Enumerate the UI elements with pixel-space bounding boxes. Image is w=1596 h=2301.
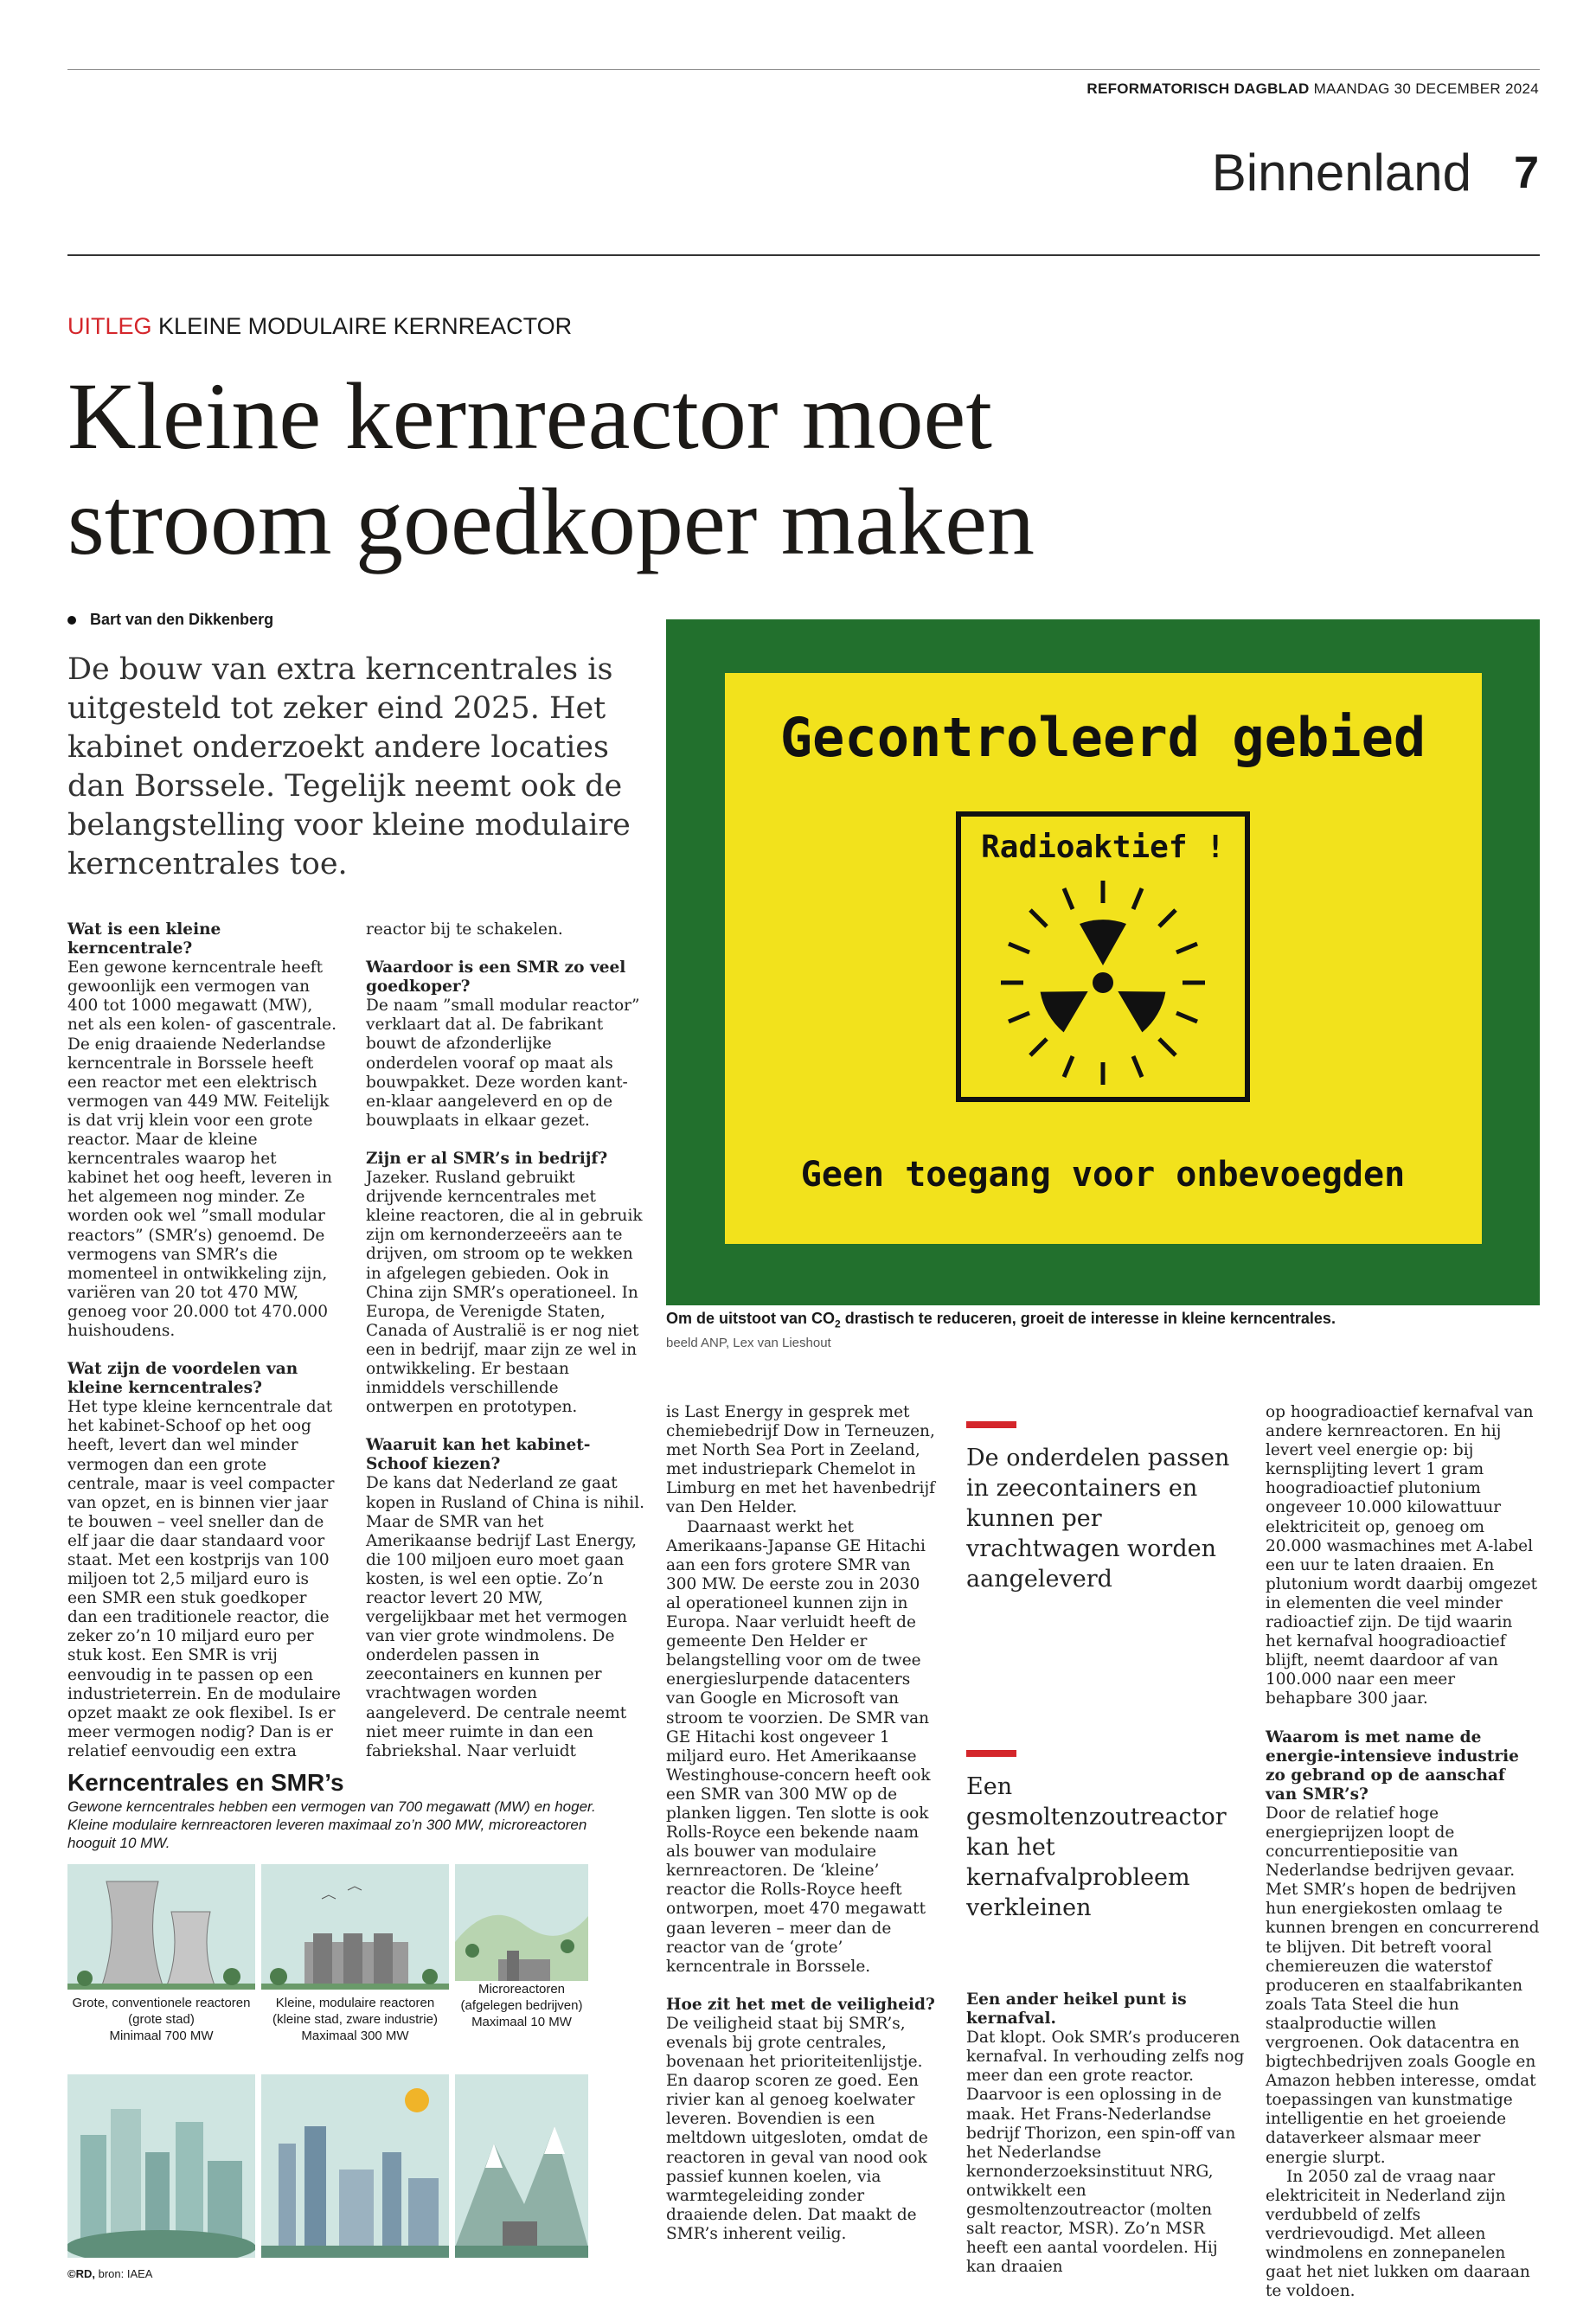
tile-label-large xyxy=(67,1995,255,2044)
answer: Dat klopt. Ook SMR’s produceren kernafval. In verhouding zelfs nog meer dan een grote reactor. Daarvoor is een oplossing in de maak. Het Frans-Nederlandse bedrijf Thorizon, een spin-off van het Nederlandse kernonderzoeksinstituut NRG, ontwikkelt een gesmoltenzoutreactor (molten salt reactor, MSR). Zo’n MSR heeft een aantal voordelen. Hij kan draaien xyxy=(966,2029,1245,2277)
answer: op hoogradioactief kernafval van andere kernreactoren. En hij levert veel energie op: bij kernsplijting levert 1 gram hoogradioactief plutonium ongeveer 10.000 kilowattuur elektriciteit op, genoeg om 20.000 wasmachines met A-label een uur te laten draaien. En plutonium wordt daarbij omgezet in elementen die veel minder radioactief zijn. De tijd waarin het kernafval hoogradioactief blijft, neemt daardoor af van 100.000 naar een meer behapbare 300 jaar. xyxy=(1266,1403,1538,1708)
tile-city xyxy=(67,2074,255,2258)
question: Waardoor is een SMR zo veel goedkoper? xyxy=(366,958,626,997)
intro-paragraph: De bouw van extra kerncentrales is uitgesteld tot zeker eind 2025. Het kabinet onderzoekt andere locaties dan Borssele. Tegelijk neemt ook de belangstelling voor kleine modulaire kerncentrales toe. xyxy=(67,652,631,881)
sign-title: Gecontroleerd gebied xyxy=(779,706,1426,769)
paper-name: REFORMATORISCH DAGBLAD xyxy=(1086,80,1310,97)
modular-reactor-icon xyxy=(261,1864,449,1990)
tile-label-line: Maximaal 300 MW xyxy=(301,2029,409,2043)
bullet-icon xyxy=(67,616,76,625)
question: Wat is een kleine kerncentrale? xyxy=(67,920,221,958)
tile-industry xyxy=(261,2074,449,2258)
byline xyxy=(67,611,273,629)
pullquote-2: Een gesmoltenzoutreactor kan het kernafvalprobleem verkleinen xyxy=(966,1773,1227,1921)
kicker xyxy=(67,313,572,340)
tile-microreactor xyxy=(455,1864,588,1990)
answer: In 2050 zal de vraag naar elektriciteit in Nederland zijn verdubbeld of zelfs verdrievoudigd. Met alleen windmolens en zonnepanelen gaat het niet lukken om daaraan te voldoen. xyxy=(1266,2167,1530,2301)
question: Waarom is met name de energie-intensieve industrie zo gebrand op de aanschaf van SMR’s? xyxy=(1266,1727,1519,1804)
tile-large-reactor xyxy=(67,1864,255,1990)
copyright: ©RD, xyxy=(67,2267,95,2280)
answer: De kans dat Nederland ze gaat kopen in Rusland of China is nihil. Maar de SMR van het Amerikaanse bedrijf Last Energy, die 100 miljoen euro moet gaan kosten, is wel een optie. Zo’n reactor levert 20 MW, vergelijkbaar met het vermogen van vier grote windmolens. De onderdelen passen in zeecontainers en kunnen per vrachtwagen worden aangeleverd. De centrale neemt niet meer ruimte in dan een fabriekshal. Naar verluidt xyxy=(366,1474,644,1760)
caption-text-end: drastisch te reduceren, groeit de interesse in kleine kerncentrales. xyxy=(840,1310,1336,1327)
microreactor-icon xyxy=(455,1864,588,1990)
cooling-tower-icon xyxy=(67,1864,255,1990)
answer: Een gewone kerncentrale heeft gewoonlijk een vermogen van 400 tot 1000 megawatt (MW), net als een kolen- of gascentrale. De enig draaiende Nederlandse kerncentrale in Borssele heeft een reactor met een elektrisch vermogen van 449 MW. Feitelijk is dat vrij klein voor een grote reactor. Maar de kleine kerncentrales waarop het kabinet het oog heeft, leveren in het algemeen nog minder. Ze worden ook wel ”small modular reactors” (SMR’s) genoemd. De vermogens van SMR’s die momenteel in ontwikkeling zijn, variëren van 20 tot 470 MW, genoeg voor 20.000 tot 470.000 huishoudens. xyxy=(67,958,337,1340)
infographic-title: Kerncentrales en SMR’s xyxy=(67,1769,344,1796)
top-rule xyxy=(67,69,1540,70)
tile-label-line: (grote stad) xyxy=(128,2012,195,2027)
page-number: 7 xyxy=(1514,148,1539,198)
answer: Door de relatief hoge energieprijzen loopt de concurrentiepositie van Nederlandse bedrijven gevaar. Met SMR’s hopen de bedrijven hun energiekosten omlaag te kunnen brengen en concurrerend te blijven. Dit betreft vooral chemiereuzen die waterstof produceren en staalfabrikanten zoals Tata Steel die hun staalproductie willen vergroenen. Ook datacentra en bigtechbedrijven zoals Google en Amazon hebben interesse, omdat toepassingen van kunstmatige intelligentie en het groeiende dataverkeer alsmaar meer energie slurpt. xyxy=(1266,1804,1540,2167)
headline xyxy=(67,363,1365,574)
tile-label-small xyxy=(261,1995,449,2044)
kicker-tag: UITLEG xyxy=(67,313,152,339)
warning-sign-image xyxy=(666,619,1540,1305)
tile-small-modular-reactor xyxy=(261,1864,449,1990)
masthead xyxy=(1086,80,1539,98)
photo-credit: beeld ANP, Lex van Lieshout xyxy=(666,1336,831,1350)
tile-label-line: Minimaal 700 MW xyxy=(109,2029,214,2043)
column-2 xyxy=(366,920,644,1761)
infographic-source xyxy=(67,2267,152,2280)
answer: Jazeker. Rusland gebruikt drijvende kerncentrales met kleine reactoren, die al in gebruik zijn om kernonderzeeërs aan te drijven, om stroom op te wekken in afgelegen gebieden. Ook in China zijn SMR’s operationeel. In Europa, de Verenigde Staten, Canada of Australië is er nog niet een in bedrijf, maar zijn ze wel in ontwikkeling. Er bestaan inmiddels verschillende ontwerpen en prototypen. xyxy=(366,1169,643,1417)
mountain-icon xyxy=(455,2074,588,2258)
source-text: bron: IAEA xyxy=(98,2267,153,2280)
tile-label-line: (kleine stad, zware industrie) xyxy=(272,2012,438,2027)
caption-subscript: 2 xyxy=(835,1317,841,1330)
answer: Het type kleine kerncentrale dat het kabinet-Schoof op het oog heeft, levert dan wel minder vermogen dan een grote centrale, maar is veel compacter van opzet, en is binnen vier jaar te bouwen – veel sneller dan de elf jaar die daar standaard voor staat. Met een kostprijs van 100 miljoen tot 2,5 miljard euro is een SMR een stuk goedkoper dan een traditionele reactor, die zeker zo’n 10 miljard euro per stuk kost. Een SMR is vrij eenvoudig in te passen op een industrieterrein. En de modulaire opzet maakt ze ook flexibel. Is er meer vermogen nodig? Dan is er relatief eenvoudig een extra xyxy=(67,1398,341,1760)
caption-text: Om de uitstoot van CO xyxy=(666,1310,836,1327)
question: Hoe zit het met de veiligheid? xyxy=(666,1995,935,2014)
industry-icon xyxy=(261,2074,449,2258)
pullquote-bar xyxy=(966,1750,1016,1757)
issue-date: MAANDAG 30 DECEMBER 2024 xyxy=(1313,80,1539,97)
photo-caption xyxy=(666,1310,1336,1330)
question: Wat zijn de voordelen van kleine kerncentrales? xyxy=(67,1360,298,1398)
column-4 xyxy=(966,1990,1245,2277)
section-name: Binnenland xyxy=(1211,144,1471,202)
column-5 xyxy=(1266,1403,1540,2301)
pullquote-bar xyxy=(966,1421,1016,1428)
sign-warning: Radioaktief ! xyxy=(981,830,1225,865)
tile-label-micro xyxy=(455,1981,588,2030)
column-3 xyxy=(666,1403,936,2244)
column-1 xyxy=(67,920,341,1761)
sign-footer: Geen toegang voor onbevoegden xyxy=(800,1155,1406,1195)
question: Waaruit kan het kabinet-Schoof kiezen? xyxy=(366,1436,591,1474)
tile-label-line: Maximaal 10 MW xyxy=(471,2015,572,2029)
answer: Daarnaast werkt het Amerikaans-Japanse GE Hitachi aan een fors grotere SMR van 300 MW. De eerste zou in 2030 al operationeel kunnen zijn in Europa. Naar verluidt heeft de gemeente Den Helder er belangstelling voor om de twee energieslurpende datacenters van Google en Microsoft van stroom te voorzien. De SMR van GE Hitachi kost ongeveer 1 miljard euro. Het Amerikaanse Westinghouse-concern heeft ook een SMR van 300 MW op de planken liggen. Ten slotte is ook Rolls-Royce een bekende naam als bouwer van modulaire kernreactoren. De ‘kleine’ reactor die Rolls-Royce heeft ontworpen, moet 470 megawatt gaan leveren – meer dan de reactor van de ‘grote’ kerncentrale in Borssele. xyxy=(666,1517,931,1976)
author: Bart van den Dikkenberg xyxy=(90,611,274,628)
answer: is Last Energy in gesprek met chemiebedrijf Dow in Terneuzen, met North Sea Port in Zeeland, met industriepark Chemelot in Limburg en met het havenbedrijf van Den Helder. xyxy=(666,1403,936,1517)
kicker-topic: KLEINE MODULAIRE KERNREACTOR xyxy=(158,313,573,339)
tile-label-line: (afgelegen bedrijven) xyxy=(460,1998,583,2013)
infographic-subtitle: Gewone kerncentrales hebben een vermogen van 700 megawatt (MW) en hoger. Kleine modulaire kernreactoren leveren maximaal zo’n 300 MW, microreactoren hooguit 10 MW. xyxy=(67,1798,596,1851)
photo-warning-sign xyxy=(666,619,1540,1305)
question: Een ander heikel punt is kernafval. xyxy=(966,1990,1187,2029)
tile-label-line: Grote, conventionele reactoren xyxy=(72,1996,251,2010)
answer: reactor bij te schakelen. xyxy=(366,920,563,939)
question: Zijn er al SMR’s in bedrijf? xyxy=(366,1149,608,1168)
pullquote-1: De onderdelen passen in zeecontainers en kunnen per vrachtwagen worden aangeleverd xyxy=(966,1445,1230,1593)
tile-label-line: Microreactoren xyxy=(478,1982,566,1997)
header-rule xyxy=(67,254,1540,256)
headline-line-1: Kleine kernreactor moet xyxy=(67,363,992,469)
headline-line-2: stroom goedkoper maken xyxy=(67,469,1035,574)
tile-label-line: Kleine, modulaire reactoren xyxy=(275,1996,435,2010)
answer: De naam ”small modular reactor” verklaart dat al. De fabrikant bouwt de afzonderlijke onderdelen vooraf op maat als bouwpakket. Deze worden kant-en-klaar aangeleverd en op de bouwplaats in elkaar gezet. xyxy=(366,997,640,1130)
city-icon xyxy=(67,2074,255,2258)
answer: De veiligheid staat bij SMR’s, evenals bij grote centrales, bovenaan het prioriteitenlijstje. En daarop scoren ze goed. Een rivier kan al genoeg koelwater leveren. Bovendien is een meltdown uitgesloten, omdat de reactoren in geval van nood ook passief kunnen koelen, via warmtegeleiding zonder draaiende delen. Dat maakt de SMR’s inherent veilig. xyxy=(666,2014,928,2243)
tile-remote xyxy=(455,2074,588,2258)
